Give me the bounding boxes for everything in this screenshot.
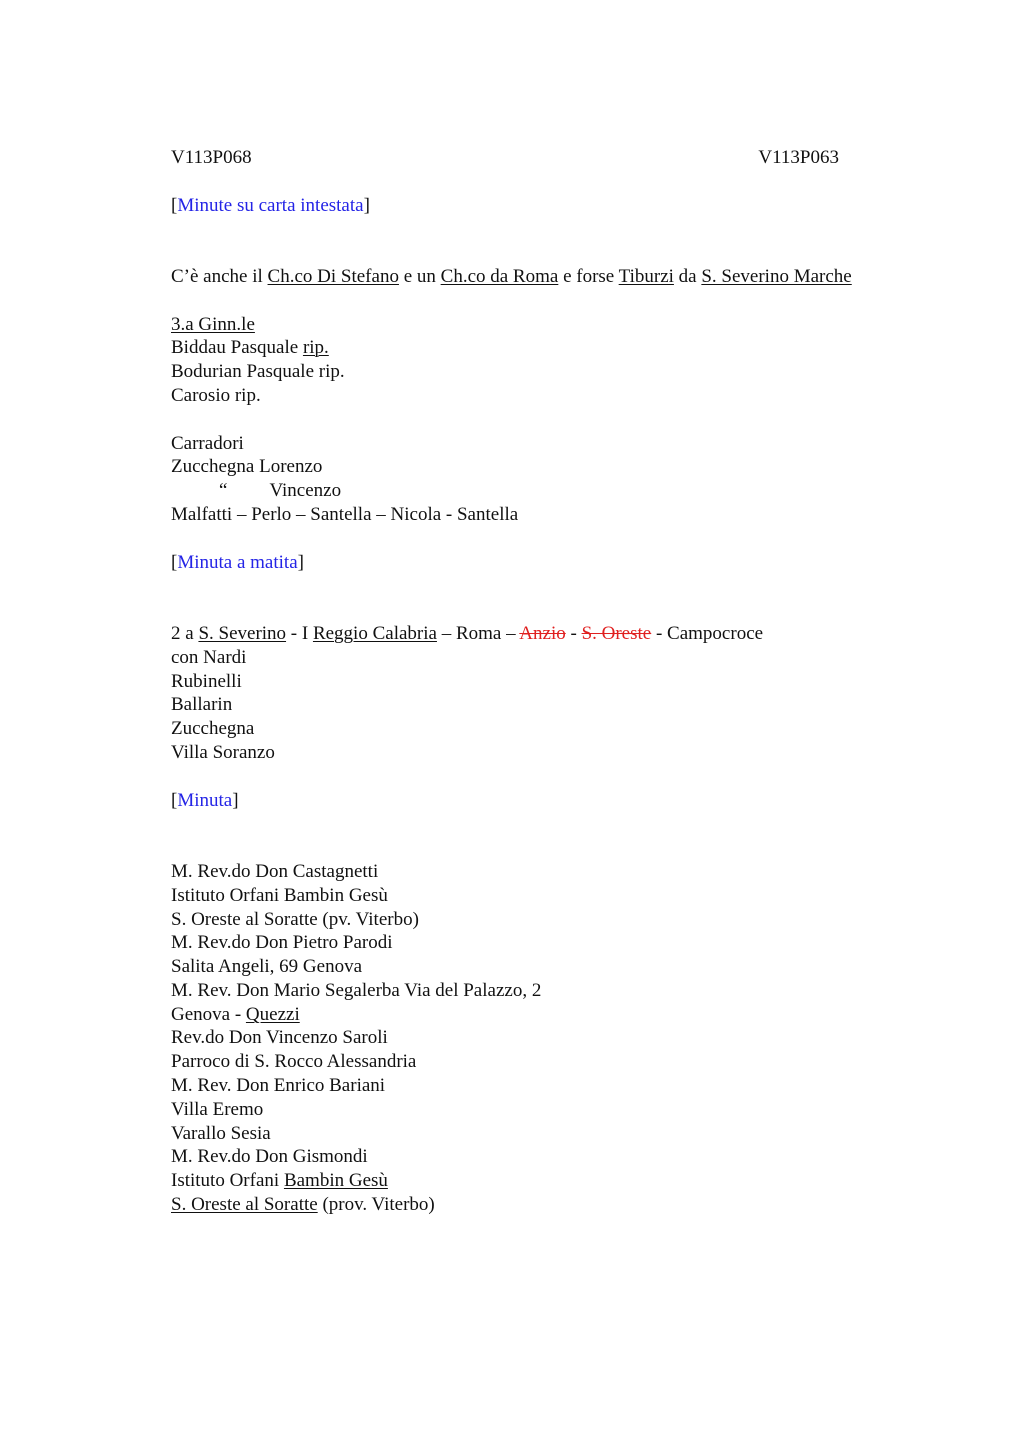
address-line: M. Rev.do Don Castagnetti (171, 860, 379, 882)
note-text: Minuta a matita (177, 551, 298, 573)
note-text: Minuta (177, 789, 233, 811)
student-line: Biddau Pasquale rip. (171, 337, 329, 359)
address-line: Rev.do Don Vincenzo Saroli (171, 1027, 388, 1049)
struck-text: S. Oreste (581, 622, 652, 644)
student-line: Bodurian Pasquale rip. (171, 361, 345, 383)
list-item: con Nardi (171, 646, 247, 668)
address-line: M. Rev.do Don Gismondi (171, 1146, 368, 1168)
right-code: V113P063 (758, 147, 839, 168)
header-codes (171, 146, 839, 170)
address-line: M. Rev. Don Enrico Bariani (171, 1075, 386, 1097)
list-item: Zucchegna Lorenzo (171, 456, 323, 478)
note-pencil: [Minuta a matita] (171, 551, 304, 573)
list-item: Rubinelli (171, 670, 242, 692)
struck-text: Anzio (519, 622, 566, 644)
list-item: Ballarin (171, 694, 233, 716)
address-line: Parroco di S. Rocco Alessandria (171, 1051, 417, 1073)
route-line: 2 a S. Severino - I Reggio Calabria – Roma – Anzio - S. Oreste - Campocroce (171, 622, 764, 644)
list-item: Villa Soranzo (171, 741, 275, 763)
document-page (171, 146, 931, 1217)
list-item: “ Vincenzo (219, 480, 342, 502)
student-line: Carosio rip. (171, 384, 261, 406)
note-draft: [Minuta] (171, 789, 239, 811)
address-line: Villa Eremo (171, 1098, 264, 1120)
address-line: S. Oreste al Soratte (pv. Viterbo) (171, 908, 419, 930)
address-line: Genova - Quezzi (171, 1003, 300, 1025)
list-item: Malfatti – Perlo – Santella – Nicola - Santella (171, 503, 519, 525)
address-line: M. Rev.do Don Pietro Parodi (171, 932, 393, 954)
address-line: M. Rev. Don Mario Segalerba Via del Palazzo, 2 (171, 979, 542, 1001)
address-line: S. Oreste al Soratte (prov. Viterbo) (171, 1194, 435, 1216)
note-letterhead: [Minute su carta intestata] (171, 194, 370, 216)
left-code: V113P068 (171, 147, 252, 168)
list-item: Carradori (171, 432, 244, 454)
list-item: Zucchegna (171, 718, 255, 740)
intro-line: C’è anche il Ch.co Di Stefano e un Ch.co da Roma e forse Tiburzi da S. Severino Marche (171, 265, 852, 287)
address-line: Istituto Orfani Bambin Gesù (171, 1170, 388, 1192)
note-text: Minute su carta intestata (177, 194, 364, 216)
address-line: Salita Angeli, 69 Genova (171, 956, 363, 978)
class-heading: 3.a Ginn.le (171, 313, 255, 335)
address-line: Istituto Orfani Bambin Gesù (171, 884, 388, 906)
address-line: Varallo Sesia (171, 1122, 271, 1144)
